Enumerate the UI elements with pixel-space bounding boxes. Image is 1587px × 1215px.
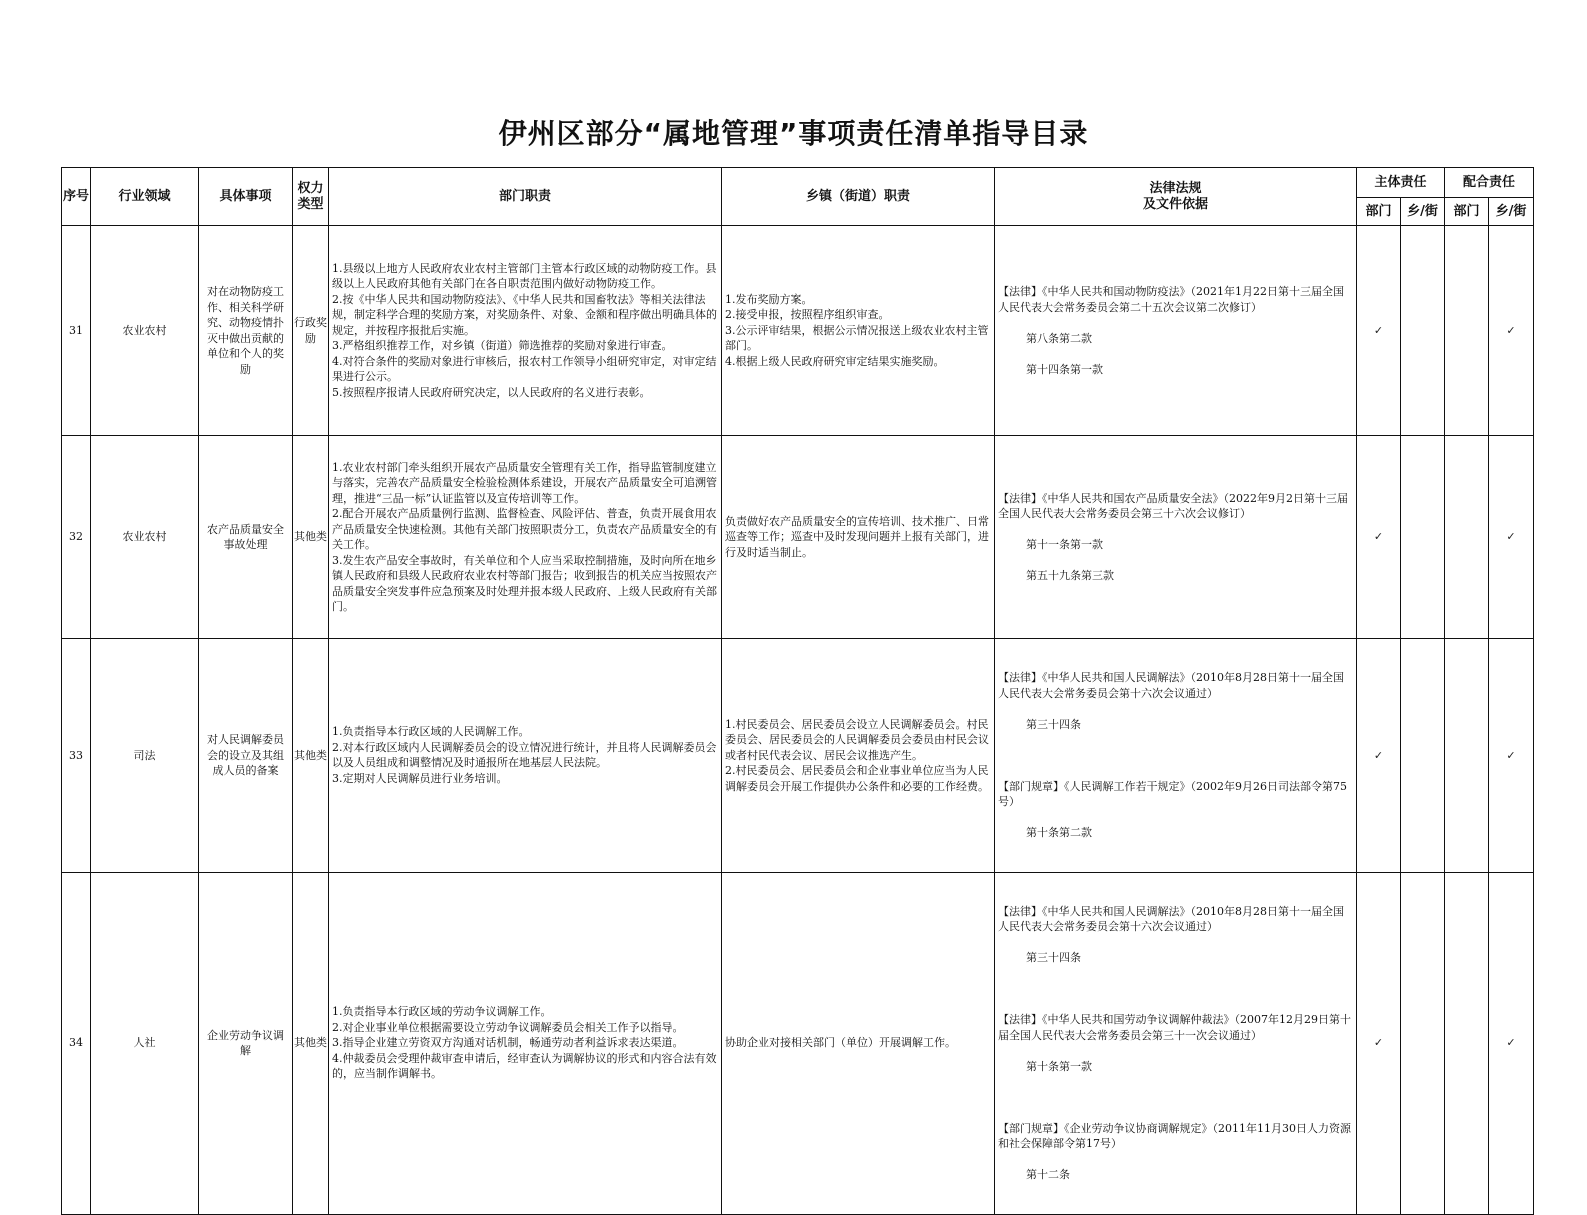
coop-town-check: ✓ (1489, 436, 1534, 639)
header-power-type: 权力类型 (293, 168, 329, 226)
coop-dept-check (1445, 872, 1489, 1214)
cell-industry: 人社 (91, 872, 199, 1214)
main-dept-check: ✓ (1357, 436, 1401, 639)
law-basis (998, 475, 1354, 599)
cell-matter: 农产品质量安全事故处理 (199, 436, 293, 639)
cell-dept-duty: 1.负责指导本行政区域的人民调解工作。 2.对本行政区域内人民调解委员会的设立情况进行统计，并且将人民调解委员会以及人员组成和调整情况及时通报所在地基层人民法院。 3.定期对人民调解员进行业务培训。 (329, 639, 722, 873)
law-basis (998, 763, 1354, 856)
cell-dept-duty: 1.负责指导本行政区域的劳动争议调解工作。 2.对企业事业单位根据需要设立劳动争议调解委员会相关工作予以指导。 3.指导企业建立劳资双方沟通对话机制，畅通劳动者利益诉求表达渠道。 4.仲裁委员会受理仲裁审查申请后，经审查认为调解协议的形式和内容合法有效的，应当制作调解书。 (329, 872, 722, 1214)
coop-dept-check (1445, 226, 1489, 436)
cell-matter: 企业劳动争议调解 (199, 872, 293, 1214)
cell-power-type: 其他类 (293, 639, 329, 873)
cell-town-duty: 负责做好农产品质量安全的宣传培训、技术推广、日常巡查等工作；巡查中及时发现问题并上报有关部门，进行及时适当制止。 (722, 436, 995, 639)
coop-town-check: ✓ (1489, 639, 1534, 873)
law-basis (998, 1105, 1354, 1198)
header-coop-dept: 部门 (1445, 198, 1489, 226)
cell-dept-duty: 1.县级以上地方人民政府农业农村主管部门主管本行政区域的动物防疫工作。县级以上人民政府其他有关部门在各自职责范围内做好动物防疫工作。 2.按《中华人民共和国动物防疫法》、《中华人民共和国畜牧法》等相关法律法规，制定科学合理的奖励方案，对奖励条件、对象、金额和程序做出明确具体的规定，并按程序报批后实施。 3.严格组织推荐工作，对乡镇（街道）筛选推荐的奖励对象进行审查。 4.对符合条件的奖励对象进行审核后，报农村工作领导小组研究审定，对审定结果进行公示。 5.按照程序报请人民政府研究决定，以人民政府的名义进行表彰。 (329, 226, 722, 436)
header-coop-resp: 配合责任 (1445, 168, 1534, 198)
law-basis (998, 655, 1354, 748)
law-clause: 第十四条第一款 (1026, 362, 1103, 376)
main-dept-check: ✓ (1357, 226, 1401, 436)
main-town-check (1401, 872, 1445, 1214)
law-clause: 第五十九条第三款 (1026, 569, 1114, 582)
header-coop-town: 乡/街 (1489, 198, 1534, 226)
header-dept-duty: 部门职责 (329, 168, 722, 226)
law-basis (998, 997, 1354, 1090)
main-dept-check: ✓ (1357, 872, 1401, 1214)
table-row (62, 436, 1534, 639)
cell-law (995, 639, 1357, 873)
table-row (62, 639, 1534, 873)
cell-industry: 司法 (91, 639, 199, 873)
law-head: 【法律】《中华人民共和国劳动争议调解仲裁法》（2007年12月29日第十届全国人民代表大会常务委员会第三十一次会议通过） (998, 1013, 1351, 1042)
cell-law (995, 872, 1357, 1214)
cell-seq: 31 (62, 226, 91, 436)
cell-town-duty: 1.发布奖励方案。 2.接受申报，按照程序组织审查。 3.公示评审结果，根据公示情况报送上级农业农村主管部门。 4.根据上级人民政府研究审定结果实施奖励。 (722, 226, 995, 436)
law-basis (998, 888, 1354, 981)
cell-law (995, 436, 1357, 639)
law-clause: 第十条第一款 (1026, 1059, 1092, 1073)
main-town-check (1401, 226, 1445, 436)
law-clause: 第三十四条 (1026, 717, 1081, 731)
header-seq: 序号 (62, 168, 91, 226)
cell-industry: 农业农村 (91, 436, 199, 639)
header-law: 法律法规 及文件依据 (995, 168, 1357, 226)
cell-matter: 对在动物防疫工作、相关科学研究、动物疫情扑灭中做出贡献的单位和个人的奖励 (199, 226, 293, 436)
header-main-dept: 部门 (1357, 198, 1401, 226)
coop-dept-check (1445, 639, 1489, 873)
law-head: 【法律】《中华人民共和国动物防疫法》（2021年1月22日第十三届全国人民代表大会常务委员会第二十五次会议第二次修订） (998, 285, 1344, 314)
main-dept-check: ✓ (1357, 639, 1401, 873)
cell-power-type: 行政奖励 (293, 226, 329, 436)
header-main-town: 乡/街 (1401, 198, 1445, 226)
cell-seq: 32 (62, 436, 91, 639)
cell-power-type: 其他类 (293, 872, 329, 1214)
law-clause: 第十条第二款 (1026, 826, 1092, 839)
cell-dept-duty: 1.农业农村部门牵头组织开展农产品质量安全管理有关工作，指导监管制度建立与落实，完善农产品质量安全检验检测体系建设，开展农产品质量安全可追溯管理，推进“三品一标”认证监管以及宣传培训等工作。 2.配合开展农产品质量例行监测、监督检查、风险评估、普查，负责开展食用农产品质量安全快速检测。其他有关部门按照职责分工，负责农产品质量安全的有关工作。 3.发生农产品安全事故时，有关单位和个人应当采取控制措施，及时向所在地乡镇人民政府和县级人民政府农业农村等部门报告；收到报告的机关应当按照农产品质量安全突发事件应急预案及时处理并报本级人民政府、上级人民政府有关部门。 (329, 436, 722, 639)
law-clause: 第十一条第一款 (1026, 538, 1103, 551)
law-head: 【法律】《中华人民共和国农产品质量安全法》（2022年9月2日第十三届全国人民代表大会常务委员会第三十六次会议修订） (998, 491, 1348, 520)
law-clause: 第八条第二款 (1026, 331, 1092, 345)
law-head: 【部门规章】《人民调解工作若干规定》（2002年9月26日司法部令第75号） (998, 779, 1347, 808)
main-town-check (1401, 639, 1445, 873)
cell-seq: 34 (62, 872, 91, 1214)
cell-law (995, 226, 1357, 436)
law-clause: 第十二条 (1026, 1168, 1070, 1181)
header-industry: 行业领域 (91, 168, 199, 226)
responsibility-table (61, 167, 1534, 1215)
table-row (62, 872, 1534, 1214)
law-clause: 第三十四条 (1026, 951, 1081, 964)
cell-town-duty: 协助企业对接相关部门（单位）开展调解工作。 (722, 872, 995, 1214)
header-town-duty: 乡镇（街道）职责 (722, 168, 995, 226)
table-row (62, 226, 1534, 436)
coop-town-check: ✓ (1489, 872, 1534, 1214)
law-head: 【法律】《中华人民共和国人民调解法》（2010年8月28日第十一届全国人民代表大会常务委员会第十六次会议通过） (998, 671, 1344, 700)
law-head: 【部门规章】《企业劳动争议协商调解规定》（2011年11月30日人力资源和社会保障部令第17号） (998, 1121, 1351, 1150)
cell-town-duty: 1.村民委员会、居民委员会设立人民调解委员会。村民委员会、居民委员会的人民调解委员会委员由村民会议或者村民代表会议、居民会议推选产生。 2.村民委员会、居民委员会和企业事业单位应当为人民调解委员会开展工作提供办公条件和必要的工作经费。 (722, 639, 995, 873)
cell-industry: 农业农村 (91, 226, 199, 436)
coop-town-check: ✓ (1489, 226, 1534, 436)
page-title: 伊州区部分“属地管理”事项责任清单指导目录 (498, 117, 1089, 150)
header-main-resp: 主体责任 (1357, 168, 1445, 198)
law-basis (998, 269, 1354, 393)
coop-dept-check (1445, 436, 1489, 639)
law-head: 【法律】《中华人民共和国人民调解法》（2010年8月28日第十一届全国人民代表大会常务委员会第十六次会议通过） (998, 904, 1344, 933)
cell-power-type: 其他类 (293, 436, 329, 639)
cell-seq: 33 (62, 639, 91, 873)
cell-matter: 对人民调解委员会的设立及其组成人员的备案 (199, 639, 293, 873)
main-town-check (1401, 436, 1445, 639)
header-matter: 具体事项 (199, 168, 293, 226)
